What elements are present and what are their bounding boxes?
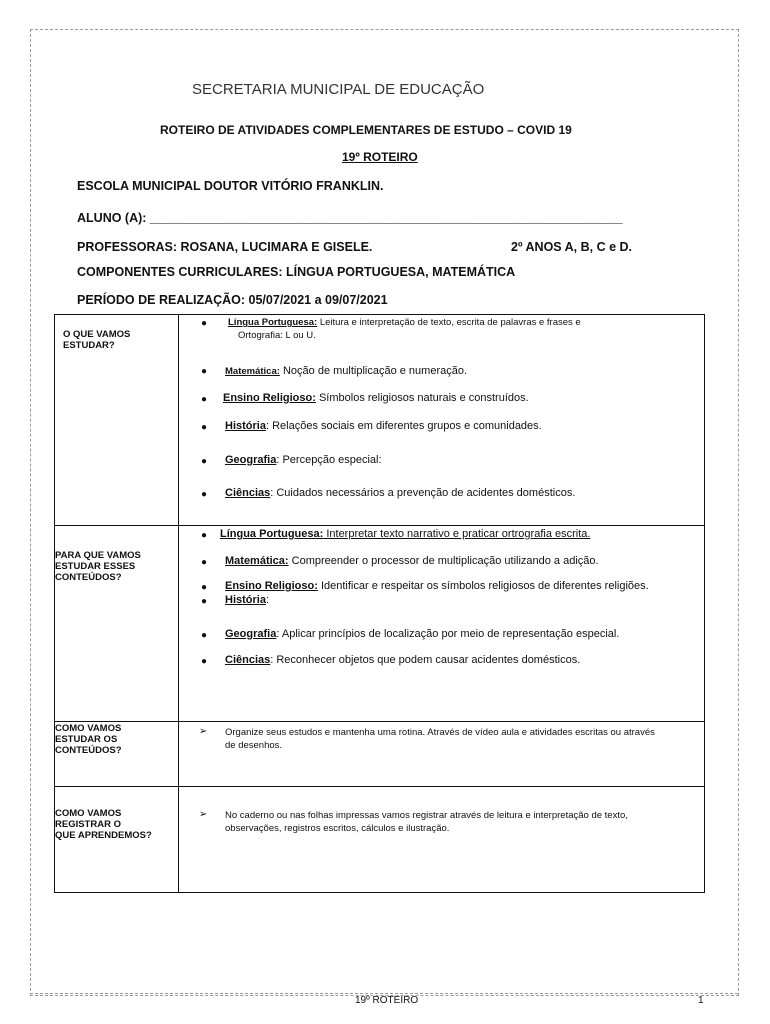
row-label-para-que: PARA QUE VAMOS ESTUDAR ESSES CONTEÚDOS? xyxy=(55,550,141,583)
bullet-icon: ● xyxy=(201,630,208,641)
bullet-icon: ● xyxy=(201,489,208,500)
bullet-icon: ● xyxy=(201,596,208,607)
bullet-icon: ● xyxy=(201,422,208,433)
como-registrar-text: No caderno ou nas folhas impressas vamos registrar através de leitura e interpretação de texto, observações, registros escritos, cálculos e ilustração. xyxy=(225,810,628,834)
list-item: Geografia: Aplicar princípios de localização por meio de representação especial. xyxy=(225,628,620,640)
roteiro-title: ROTEIRO DE ATIVIDADES COMPLEMENTARES DE ESTUDO – COVID 19 xyxy=(160,123,572,137)
secretaria-heading: SECRETARIA MUNICIPAL DE EDUCAÇÃO xyxy=(192,81,485,98)
list-item: Matemática: Noção de multiplicação e numeração. xyxy=(225,365,468,377)
table-bottom-border xyxy=(54,892,705,893)
list-item-continuation: Ortografia: L ou U. xyxy=(238,330,316,341)
row-divider-2 xyxy=(54,721,705,722)
professoras: PROFESSORAS: ROSANA, LUCIMARA E GISELE. xyxy=(77,240,373,254)
list-item: Geografia: Percepção especial: xyxy=(225,454,382,466)
page-border xyxy=(30,29,739,996)
bullet-icon: ● xyxy=(201,656,208,667)
row-label-como-registrar: COMO VAMOS REGISTRAR O QUE APRENDEMOS? xyxy=(55,808,152,841)
bullet-icon: ● xyxy=(201,394,208,405)
table-right-border xyxy=(704,314,705,893)
bullet-icon: ● xyxy=(201,530,208,541)
row-label-como-estudar: COMO VAMOS ESTUDAR OS CONTEÚDOS? xyxy=(55,723,122,756)
list-item: Ciências: Cuidados necessários a prevenção de acidentes domésticos. xyxy=(225,487,576,499)
page-number: 1 xyxy=(698,995,704,1006)
periodo: PERÍODO DE REALIZAÇÃO: 05/07/2021 a 09/07/2021 xyxy=(77,293,388,307)
anos: 2º ANOS A, B, C e D. xyxy=(511,240,633,254)
bullet-icon: ● xyxy=(201,582,208,593)
list-item: Matemática: Compreender o processor de multiplicação utilizando a adição. xyxy=(225,555,599,567)
escola-name: ESCOLA MUNICIPAL DOUTOR VITÓRIO FRANKLIN. xyxy=(77,179,384,193)
bullet-icon: ● xyxy=(201,318,208,329)
list-item: História: xyxy=(225,594,270,606)
componentes: COMPONENTES CURRICULARES: LÍNGUA PORTUGUESA, MATEMÁTICA xyxy=(77,265,516,279)
aluno-field: ALUNO (A): ____________________________________________________________________ xyxy=(77,211,623,225)
row-divider-3 xyxy=(54,786,705,787)
arrow-bullet-icon: ➢ xyxy=(199,726,208,737)
table-column-divider xyxy=(178,314,179,893)
bullet-icon: ● xyxy=(201,456,208,467)
row-divider-1 xyxy=(54,525,705,526)
como-estudar-text: Organize seus estudos e mantenha uma rotina. Através de vídeo aula e atividades escritas ou através de desenhos. xyxy=(225,727,655,751)
list-item: História: Relações sociais em diferentes grupos e comunidades. xyxy=(225,420,542,432)
table-left-border xyxy=(54,314,55,893)
roteiro-number: 19º ROTEIRO xyxy=(342,150,418,164)
row-label-estudar: O QUE VAMOS ESTUDAR? xyxy=(63,329,131,351)
bullet-icon: ● xyxy=(201,366,208,377)
list-item: Língua Portuguesa: Leitura e interpretação de texto, escrita de palavras e frases e xyxy=(228,317,581,328)
list-item: Ciências: Reconhecer objetos que podem causar acidentes domésticos. xyxy=(225,654,581,666)
arrow-bullet-icon: ➢ xyxy=(199,809,208,820)
table-top-border xyxy=(54,314,705,315)
list-item: Língua Portuguesa: Interpretar texto narrativo e praticar ortrografia escrita. xyxy=(220,528,591,540)
list-item: Ensino Religioso: Símbolos religiosos naturais e construídos. xyxy=(223,392,529,404)
list-item: Ensino Religioso: Identificar e respeitar os símbolos religiosos de diferentes religiões. xyxy=(225,580,649,592)
bullet-icon: ● xyxy=(201,557,208,568)
footer-roteiro: 19º ROTEIRO xyxy=(355,995,419,1006)
